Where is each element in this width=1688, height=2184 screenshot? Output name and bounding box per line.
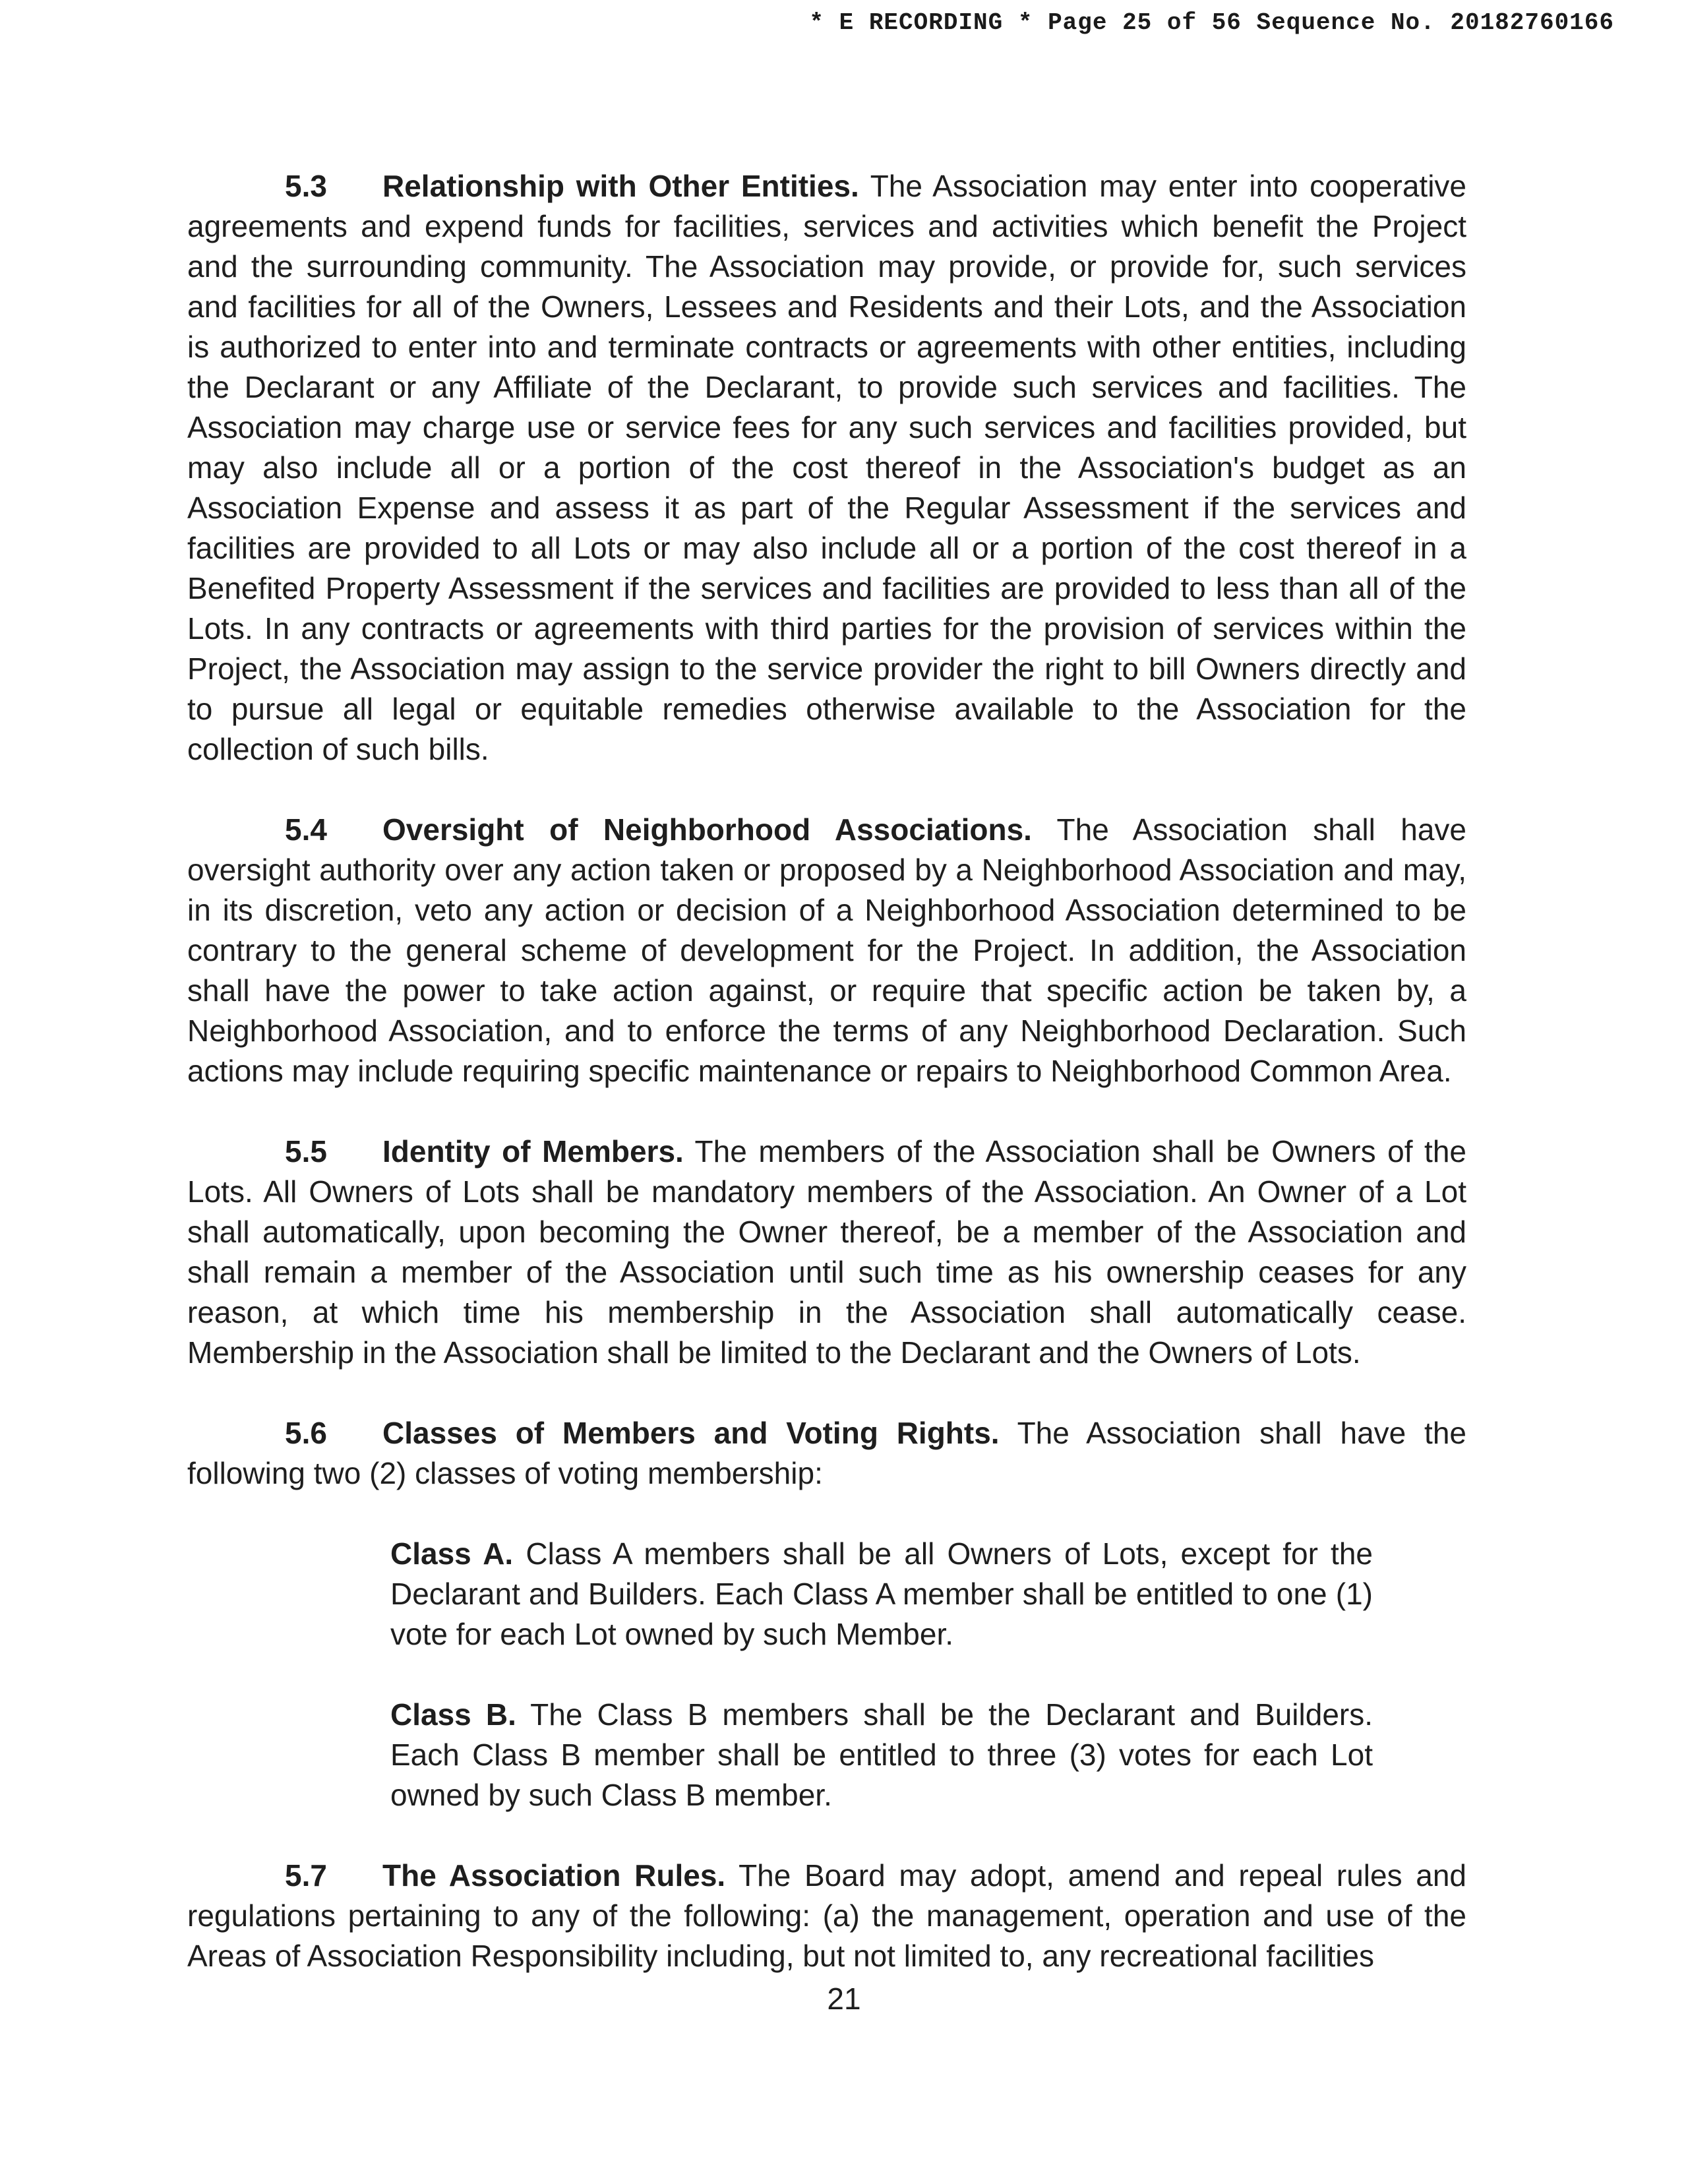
section-5-5 [187,1132,1466,1373]
section-number: 5.3 [285,169,327,203]
class-text: The Class B members shall be the Declarant and Builders. Each Class B member shall be entitled to three (3) votes for each Lot owned by such Class B member. [390,1697,1373,1812]
section-5-3 [187,166,1466,770]
section-title: Relationship with Other Entities. [382,169,859,203]
class-text: Class A members shall be all Owners of Lots, except for the Declarant and Builders. Each Class A member shall be entitled to one (1) vote for each Lot owned by such Member. [390,1536,1373,1651]
class-title: Class A. [390,1536,514,1571]
section-5-4 [187,810,1466,1091]
class-a-block [390,1534,1373,1654]
section-number: 5.7 [285,1858,327,1893]
page-number: 21 [827,1982,861,2016]
class-b-block [390,1695,1373,1815]
section-number: 5.5 [285,1134,327,1168]
section-text: The Board may adopt, amend and repeal rules and regulations pertaining to any of the following: (a) the management, operation and use of the Areas of Association Responsibility including, but not limited to, any recreational facilities [187,1858,1467,1973]
section-text: The members of the Association shall be Owners of the Lots. All Owners of Lots shall be mandatory members of the Association. An Owner of a Lot shall automatically, upon becoming the Owner thereof, be a member of the Association and shall remain a member of the Association until such time as his ownership ceases for any reason, at which time his membership in the Association shall automatically cease. Membership in the Association shall be limited to the Declarant and the Owners of Lots. [187,1134,1466,1370]
section-5-7 [187,1856,1466,1976]
section-5-6 [187,1413,1466,1494]
document-body [187,166,1466,2017]
recording-header: * E RECORDING * Page 25 of 56 Sequence No. 20182760166 [809,9,1614,36]
section-text: The Association shall have oversight authority over any action taken or proposed by a Neighborhood Association and may, in its discretion, veto any action or decision of a Neighborhood Association determined to be contrary to the general scheme of development for the Project. In addition, the Association shall have the power to take action against, or require that specific action be taken by, a Neighborhood Association, and to enforce the terms of any Neighborhood Declaration. Such actions may include requiring specific maintenance or repairs to Neighborhood Common Area. [187,812,1467,1088]
section-text: The Association shall have the following two (2) classes of voting membership: [187,1416,1466,1490]
section-title: Identity of Members. [382,1134,684,1168]
section-title: Oversight of Neighborhood Associations. [382,812,1032,847]
section-title: The Association Rules. [382,1858,726,1893]
section-text: The Association may enter into cooperative agreements and expend funds for facilities, services and activities which benefit the Project and the surrounding community. The Association may provide, or provide for, such services and facilities for all of the Owners, Lessees and Residents and their Lots, and the Association is authorized to enter into and terminate contracts or agreements with other entities, including the Declarant or any Affiliate of the Declarant, to provide such services and facilities. The Association may charge use or service fees for any such services and facilities provided, but may also include all or a portion of the cost thereof in the Association's budget as an Association Expense and assess it as part of the Regular Assessment if the services and facilities are provided to all Lots or may also include all or a portion of the cost thereof in a Benefited Property Assessment if the services and facilities are provided to less than all of the Lots. In any contracts or agreements with third parties for the provision of services within the Project, the Association may assign to the service provider the right to bill Owners directly and to pursue all legal or equitable remedies otherwise available to the Association for the collection of such bills. [187,169,1467,766]
class-title: Class B. [390,1697,516,1732]
section-number: 5.4 [285,812,327,847]
section-title: Classes of Members and Voting Rights. [382,1416,1000,1450]
section-number: 5.6 [285,1416,327,1450]
